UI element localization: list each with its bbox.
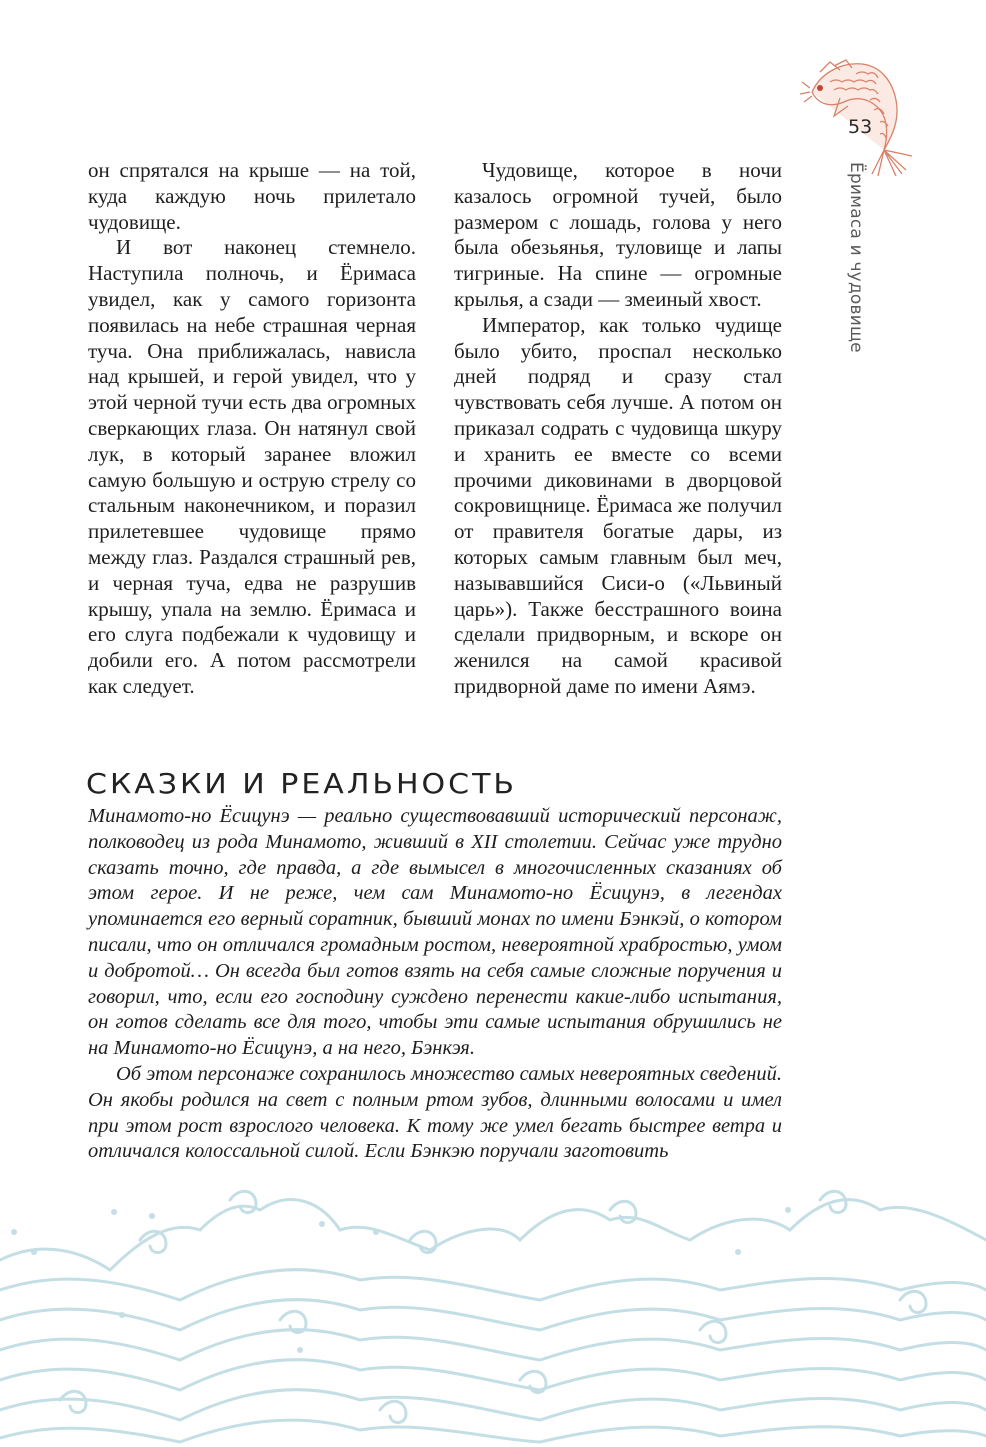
story-columns xyxy=(88,158,782,700)
running-title: Ёримаса и чудовище xyxy=(846,162,866,353)
paragraph: он спрятался на крыше — на той, куда каждую ночь прилетало чудовище. xyxy=(88,158,416,234)
right-column xyxy=(454,158,782,700)
paragraph: Император, как только чудище было убито, проспал несколько дней подряд и сразу стал чувствовать себя лучше. А потом он приказал содрать с чудовища шкуру и хранить ее вместе со всеми прочими диковинами в дворцовой сокровищнице. Ёримаса же получил от правителя богатые дары, из которых самым главным был меч, называвшийся Сиси-о («Львиный царь»). Также бесстрашного воина сделали придворным, и вскоре он женился на самой красивой придворной даме по имени Аямэ. xyxy=(454,312,782,698)
ocean-waves-icon xyxy=(0,1180,986,1447)
paragraph: Об этом персонаже сохранилось множество самых невероятных сведений. Он якобы родился на свет с полным ртом зубов, длинными волосами и имел при этом рост взрослого человека. К тому же умел бегать быстрее ветра и отличался колоссальной силой. Если Бэнкэю поручали заготовить xyxy=(88,1062,782,1163)
section-heading: СКАЗКИ И РЕАЛЬНОСТЬ xyxy=(86,768,517,801)
paragraph: Минамото-но Ёсицунэ — реально существовавший исторический персонаж, полководец из рода Минамото, живший в XII столетии. Сейчас уже трудно сказать точно, где правда, а где вымысел в многочисленных сказаниях об этом герое. И не реже, чем сам Минамото-но Ёсицунэ, в легендах упоминается его верный соратник, бывший монах по имени Бэнкэй, о котором писали, что он отличался громадным ростом, невероятной храбростью, умом и добротой… Он всегда был готов взять на себя самые сложные поручения и говорил, что, если его господину суждено перенести какие-либо испытания, он готов сделать все для того, чтобы эти самые испытания обрушились не на Минамото-но Ёсицунэ, а на него, Бэнкэя. xyxy=(88,805,782,1060)
paragraph: И вот наконец стемнело. Наступила полночь, и Ёримаса увидел, как у самого горизонта появилась на небе страшная черная туча. Она приближалась, нависла над крышей, и герой увидел, что у этой черной тучи есть два огромных сверкающих глаза. Он натянул свой лук, в который заранее вложил самую большую и острую стрелу со стальным наконечником, и поразил прилетевшее чудовище прямо между глаз. Раздался страшный рев, и черная туча, едва не разрушив крышу, упала на землю. Ёримаса и его слуга подбежали к чудовищу и добили его. А потом рассмотрели как следует. xyxy=(88,235,416,698)
left-column xyxy=(88,158,416,700)
essay-block xyxy=(88,804,782,1165)
paragraph: Чудовище, которое в ночи казалось огромной тучей, было размером с лошадь, голова у него была обезьянья, туловище и лапы тигриные. На спине — огромные крылья, а сзади — змеиный хвост. xyxy=(454,158,782,311)
koi-fish-icon xyxy=(800,52,930,177)
page-number: 53 xyxy=(848,116,873,138)
